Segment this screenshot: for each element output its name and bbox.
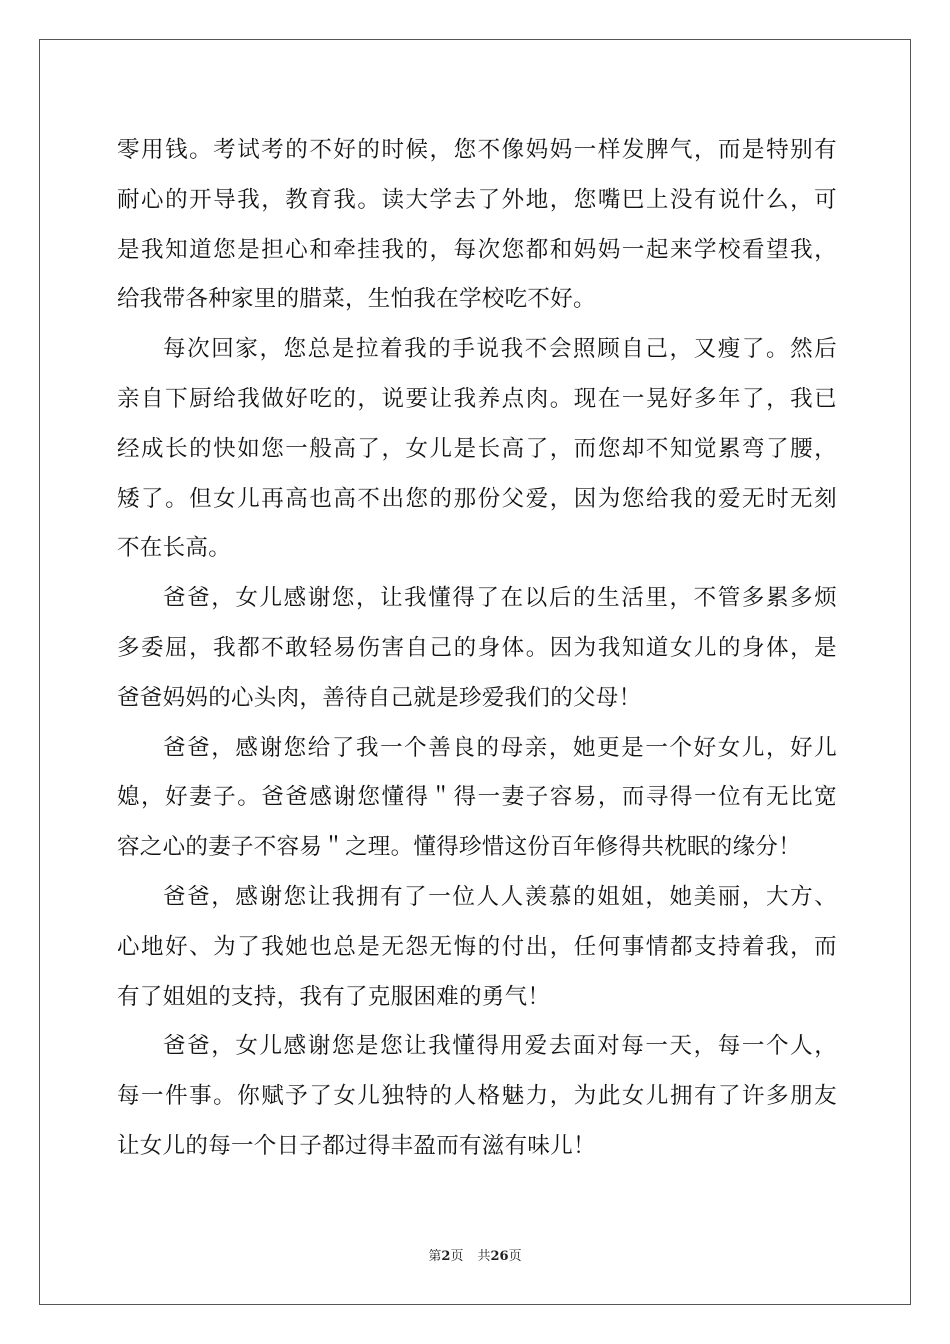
document-body	[117, 126, 837, 1172]
text-line: 容之心的妻子不容易＂之理。懂得珍惜这份百年修得共枕眠的缘分！	[117, 834, 802, 861]
text-line: 多委屈，我都不敢轻易伤害自己的身体。因为我知道女儿的身体，是	[117, 634, 837, 661]
paragraph-start-line: 爸爸，感谢您让我拥有了一位人人羡慕的姐姐，她美丽，大方、	[163, 883, 837, 910]
page-footer	[0, 1245, 950, 1264]
total-prefix: 共	[477, 1249, 491, 1264]
text-line: 每一件事。你赋予了女儿独特的人格魅力，为此女儿拥有了许多朋友	[117, 1083, 837, 1110]
text-line: 心地好、为了我她也总是无怨无悔的付出，任何事情都支持着我，而	[117, 933, 837, 960]
text-line: 是我知道您是担心和牵挂我的，每次您都和妈妈一起来学校看望我，	[117, 236, 837, 263]
paragraph-start-line: 每次回家，您总是拉着我的手说我不会照顾自己，又瘦了。然后	[163, 336, 837, 363]
text-line: 媳，好妻子。爸爸感谢您懂得＂得一妻子容易，而寻得一位有无比宽	[117, 784, 837, 811]
text-line: 经成长的快如您一般高了，女儿是长高了，而您却不知觉累弯了腰，	[117, 435, 837, 462]
paragraph-start-line: 爸爸，感谢您给了我一个善良的母亲，她更是一个好女儿，好儿	[163, 734, 837, 761]
page-number: 2	[441, 1249, 451, 1264]
page-prefix: 第	[428, 1249, 442, 1264]
text-line: 让女儿的每一个日子都过得丰盈而有滋有味儿！	[117, 1132, 596, 1159]
text-line: 亲自下厨给我做好吃的，说要让我养点肉。现在一晃好多年了，我已	[117, 385, 837, 412]
paragraph-start-line: 爸爸，女儿感谢您是您让我懂得用爱去面对每一天，每一个人，	[163, 1033, 837, 1060]
paragraph-start-line: 爸爸，女儿感谢您，让我懂得了在以后的生活里，不管多累多烦	[163, 585, 837, 612]
total-suffix: 页	[508, 1249, 522, 1264]
text-line: 矮了。但女儿再高也高不出您的那份父爱，因为您给我的爱无时无刻	[117, 485, 837, 512]
text-line: 给我带各种家里的腊菜，生怕我在学校吃不好。	[117, 286, 596, 313]
text-line: 耐心的开导我，教育我。读大学去了外地，您嘴巴上没有说什么，可	[117, 186, 837, 213]
text-line: 不在长高。	[117, 535, 232, 562]
text-line: 零用钱。考试考的不好的时候，您不像妈妈一样发脾气，而是特别有	[117, 137, 837, 163]
text-line: 有了姐姐的支持，我有了克服困难的勇气！	[117, 983, 551, 1010]
page-suffix: 页	[450, 1249, 464, 1264]
total-pages: 26	[490, 1249, 509, 1264]
text-line: 爸爸妈妈的心头肉，善待自己就是珍爱我们的父母！	[117, 684, 642, 711]
